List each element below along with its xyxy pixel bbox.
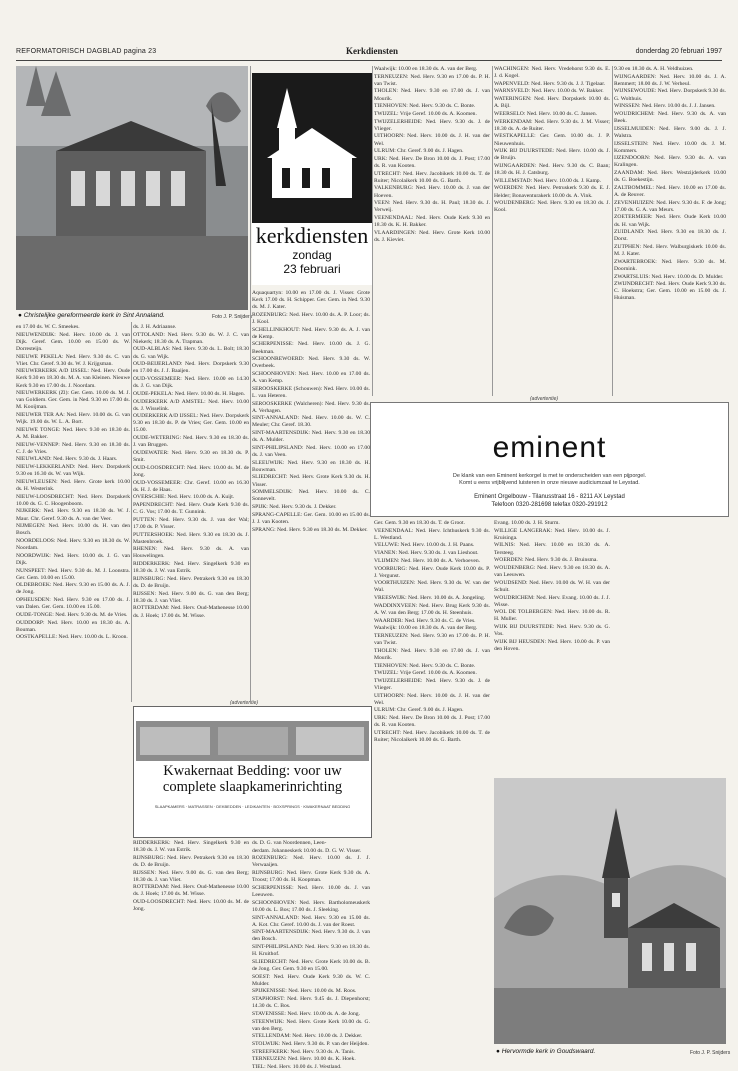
listing-entry: ZWARTEBROEK: Ned. Herv. 9.30 ds. M. Doornink. <box>614 258 726 272</box>
listing-entry: WOERDEN: Ned. Herv. Petruskerk 9.30 ds. E. J. Helder; Bonaventurakerk 10.00 ds. A. Vink. <box>494 185 610 199</box>
listing-entry: WOUDRICHEM: Ned. Herv. Evang. 10.00 ds. J. J. Wisse. <box>494 594 610 608</box>
listing-entry: NOORDWIJK: Ned. Herv. 10.00 ds. J. G. van Dijk. <box>16 552 130 566</box>
listing-entry: Ger. Gem. 9.30 en 18.30 ds. T. de Groot. <box>374 520 465 526</box>
page-header <box>16 46 722 61</box>
listing-entry: RHENEN: Ned. Herv. 9.30 ds. A. van Houwelingen. <box>133 546 249 560</box>
photo-credit-top: Foto J. P. Snijders <box>212 314 253 320</box>
listing-entry: UITHOORN: Ned. Herv. 10.00 ds. J. H. van der Wel. <box>374 692 490 706</box>
eminent-address: Eminent Orgelbouw - Tilanusstraat 16 - 8211 AX Leystad <box>474 494 625 500</box>
listing-entry: ZWARTSLUIS: Ned. Herv. 10.00 ds. D. Mulder. <box>614 273 724 280</box>
listing-entry: IJSSELMUIDEN: Ned. Herv. 9.00 ds. J. J. Walstra. <box>614 125 726 139</box>
listing-entry: SOMMELSDIJK: Ned. Herv. 10.00 ds. C. Sonnevelt. <box>252 489 370 503</box>
eminent-tagline-1: De klank van een Eminent kerkorgel is met te onderscheiden van een pijporgel. <box>452 473 647 479</box>
eminent-phone: Telefoon 0320-281698 telefax 0320-291912 <box>491 502 608 508</box>
ad-label-bedding: (advertentie) <box>230 700 259 706</box>
listing-column-h <box>374 520 490 1060</box>
listing-entry: TIEL: Ned. Herv. 10.00 ds. J. Westland. <box>252 1064 342 1071</box>
listing-entry: VREESWIJK: Ned. Herv. 10.00 ds. A. Jongeling. <box>374 595 486 602</box>
newspaper-page-label: REFORMATORISCH DAGBLAD pagina 23 <box>16 48 157 55</box>
listing-entry: NIEUW-VENNEP: Ned. Herv. 9.30 en 18.30 ds. C. J. de Vries. <box>16 441 130 455</box>
listing-entry: ZEVENHUIZEN: Ned. Herv. 9.30 ds. F. de Jong; 17.00 ds. G. A. van Meurs. <box>614 199 726 213</box>
listing-entry: STEENWIJK: Ned. Herv. Grote Kerk 10.00 ds. G. van den Berg. <box>252 1018 370 1032</box>
listing-entry: VOORTHUIZEN: Ned. Herv. 9.30 ds. W. van der Wal. <box>374 580 490 594</box>
listing-entry: OUDE-WETERING: Ned. Herv. 9.30 en 18.30 ds. J. van Bruggen. <box>133 435 249 449</box>
listing-column-b-lower <box>133 840 249 1060</box>
listing-entry: TIENHOVEN: Ned. Herv. 9.30 ds. C. Bonte. <box>374 103 476 110</box>
listing-entry: TIENHOVEN: Ned. Herv. 9.30 ds. C. Bonte. <box>374 662 476 669</box>
bedroom-product-photos <box>136 721 369 761</box>
listing-entry: SLEEUWIJK: Ned. Herv. 9.30 en 18.30 ds. H. Bouwman. <box>252 459 370 473</box>
photo-caption-bottom: ● Hervormde kerk in Goudswaard. <box>496 1048 596 1055</box>
listing-entry: SINT-ANNALAND: Ned. Herv. 9.30 en 15.00 ds. A. Kot. Chr. Geref. 10.00 ds. J. van der Roest. <box>252 914 370 928</box>
listing-column-c <box>252 840 370 1071</box>
listing-entry: UTRECHT: Ned. Herv. Jacobikerk 10.00 ds. T. de Ruiter; Nicolaikerk 10.00 ds. G. Barth. <box>374 170 490 184</box>
listing-entry: IJSSELSTEIN: Ned. Herv. 10.00 ds. J. M. Kommers. <box>614 140 726 154</box>
kerkdiensten-banner <box>252 73 372 285</box>
listing-entry: OOSTKAPELLE: Ned. Herv. 10.00 ds. L. Kroon. <box>16 634 128 641</box>
listing-entry: STAPHORST: Ned. Herv. 9.45 ds. J. Diepenhorst; 14.30 ds. C. Bos. <box>252 996 370 1010</box>
listing-entry: NIEUW-LOOSDRECHT: Ned. Herv. Dorpskerk 10.00 ds. G. C. Hoogenboom. <box>16 493 130 507</box>
listing-entry: Waalwijk: 10.00 en 18.30 ds. A. van der Berg. <box>374 625 478 632</box>
listing-entry: ZUTPHEN: Ned. Herv. Walburgiskerk 10.00 ds. M. J. Kater. <box>614 243 726 258</box>
listing-entry: NIEUWERKERK A/D IJSSEL: Ned. Herv. Oude Kerk 9.30 en 18.30 ds. M. A. van Kleinen. Nieuwe Kerk 9.30 en 17.00 ds. J. Noordam. <box>16 368 130 389</box>
listing-entry: SINT-PHILIPSLAND: Ned. Herv. 9.30 en 18.30 ds. H. Kruithof. <box>252 944 370 958</box>
listing-entry: OUDERKERK A/D IJSSEL: Ned. Herv. Dorpskerk 9.30 en 18.30 ds. P. de Vries; Ger. Gem. 10.00 en 15.00. <box>133 413 250 434</box>
listing-entry: UITHOORN: Ned. Herv. 10.00 ds. J. H. van der Wel. <box>374 133 490 147</box>
listing-entry: WIJNSEWOUDE: Ned. Herv. Dorpskerk 9.30 ds. G. Wolthuis. <box>614 88 726 102</box>
listing-entry: OUDE-TONGE: Ned. Herv. 9.30 ds. M. de Vries. <box>16 611 128 618</box>
listing-entry: VEENENDAAL: Ned. Herv. Oude Kerk 9.30 en 18.30 ds. K. H. Bakker. <box>374 215 490 229</box>
listing-entry: TERNEUZEN: Ned. Herv. 9.30 en 17.00 ds. P. H. van Twist. <box>374 73 490 87</box>
listing-entry: SCHOONHOVEN: Ned. Herv. Bartholomeuskerk 10.00 ds. L. Bos; 17.00 ds. J. Sleeking. <box>252 899 370 913</box>
listing-entry: ZALTBOMMEL: Ned. Herv. 10.00 en 17.00 ds. A. de Reuver. <box>614 184 726 198</box>
column-divider <box>372 66 373 396</box>
listing-entry: SEROOSKERKE (Schouwen): Ned. Herv. 10.00 ds. L. van Heteren. <box>252 385 370 399</box>
photo-credit-bottom: Foto J. P. Snijders <box>690 1050 731 1056</box>
church-photo-bottom-image <box>494 778 726 1044</box>
listing-entry: SINT-ANNALAND: Ned. Herv. 10.00 ds. W. C. Meuler; Chr. Geref. 18.30. <box>252 415 370 429</box>
bedding-heading <box>134 763 371 795</box>
listing-entry: OPHEUSDEN: Ned. Herv. 9.30 en 17.00 ds. J. van Dalen. Ger. Gem. 10.00 en 15.00. <box>16 597 130 611</box>
listing-entry: WOUDSEND: Ned. Herv. 10.00 ds. W. H. van der Schuit. <box>494 579 610 593</box>
listing-entry: ZUIDLAND: Ned. Herv. 9.30 en 18.30 ds. J. Dorst. <box>614 229 726 243</box>
listing-entry: NOORDELOOS: Ned. Herv. 9.30 en 18.30 ds. W. Noordam. <box>16 538 130 552</box>
listing-entry: STAVENISSE: Ned. Herv. 10.00 ds. A. de Jong. <box>252 1010 361 1017</box>
listing-entry: SPRANG: Ned. Herv. 9.30 en 18.30 ds. M. Dekker. <box>252 526 368 533</box>
listing-entry: WARNSVELD: Ned. Herv. 10.00 ds. W. Bakker. <box>494 88 604 95</box>
listing-entry: NUNSPEET: Ned. Herv. 9.30 ds. M. J. Loonstra. Ger. Gem. 10.00 en 15.00. <box>16 567 130 581</box>
column-divider <box>250 66 251 702</box>
listing-entry: ULRUM: Chr. Geref. 9.00 ds. J. Hagen. <box>374 148 464 155</box>
banner-date <box>252 248 372 276</box>
eminent-logo-text: eminent <box>492 431 607 464</box>
listing-entry: URK: Ned. Herv. De Bron 10.00 ds. J. Post; 17.00 ds. R. van Kooten. <box>374 715 490 729</box>
listing-entry: SINT-MAARTENSDIJK: Ned. Herv. 9.30 en 18.30 ds. A. Mulder. <box>252 430 370 444</box>
eminent-tagline-2: Komt u eens vrijblijvend luisteren in onze nieuwe audiciumzaal te Leystad. <box>459 480 640 486</box>
listing-entry: VELUWE: Ned. Herv. 10.00 ds. J. H. Paans. <box>374 542 475 549</box>
listing-entry: WINSSEN: Ned. Herv. 10.00 ds. J. J. Jansen. <box>614 103 716 110</box>
listing-entry: WOUDENBERG: Ned. Herv. 9.30 en 18.30 ds. J. Kool. <box>494 200 610 214</box>
listing-entry: Aquaquartyn: 10.00 en 17.00 ds. J. Visser. Grote Kerk 17.00 ds. H. Schipper. Ger. Gem. in Ned. 9.30 ds. M. J. Kater. <box>252 290 370 311</box>
listing-entry: VIANEN: Ned. Herv. 9.30 ds. J. van Lieshout. <box>374 550 479 557</box>
listing-column-b <box>133 324 249 702</box>
listing-entry: OUDE-PEKELA: Ned. Herv. 10.00 ds. H. Hagen. <box>133 390 246 397</box>
listing-entry: OUDEWATER: Ned. Herv. 9.30 en 18.30 ds. P. Smit. <box>133 449 249 464</box>
listing-entry: SCHOONHOVEN: Ned. Herv. 10.00 en 17.00 ds. A. van Kemp. <box>252 371 370 385</box>
listing-entry: TWIJZELERHEIDE: Ned. Herv. 9.30 ds. J. de Vlieger. <box>374 118 490 132</box>
listing-entry: STREEFKERK: Ned. Herv. 9.30 ds. A. Tanis. <box>252 1048 355 1055</box>
listing-entry: derdam. Johanneskerk 10.00 ds. D. G. W. Visser. <box>252 847 362 854</box>
listing-entry: NIEUWE TONGE: Ned. Herv. 9.30 en 18.30 ds. A. M. Bakker. <box>16 426 130 440</box>
listing-entry: Evang. 10.00 ds. J. H. Sturm. <box>494 520 560 526</box>
listing-entry: OUD-VOSSEMEER: Chr. Geref. 10.00 en 16.30 ds. H. J. de Haas. <box>133 479 249 493</box>
banner-title: kerkdiensten <box>255 223 369 248</box>
banner-date-line2: 23 februari <box>283 262 341 276</box>
bedroom-photo-strip-image <box>136 721 369 761</box>
listing-entry: TWIJZEL: Vrije Geref. 10.00 ds. A. Koomen. <box>374 670 477 677</box>
listing-column-f <box>494 66 610 398</box>
listing-entry: ROTTERDAM: Ned. Herv. Oud-Mathenesse 10.00 ds. J. Hoek; 17.00 ds. M. Wisse. <box>133 605 249 619</box>
listing-entry: en 17.00 ds. W. C. Smeekes. <box>16 324 80 330</box>
listing-entry: NIEUWLAND: Ned. Herv. 9.30 ds. J. Haars. <box>16 456 118 463</box>
listing-entry: ds. J. H. Adriaanse. <box>133 324 177 330</box>
listing-entry: SCHELLINKHOUT: Ned. Herv. 9.30 ds. A. J. van de Kemp. <box>252 326 370 340</box>
listing-entry: ULRUM: Chr. Geref. 9.00 ds. J. Hagen. <box>374 707 464 714</box>
listing-entry: NIEUWLEUSEN: Ned. Herv. Grote kerk 10.00 ds. H. Westerink. <box>16 478 130 492</box>
listing-entry: ds. D. G. van Noordennen, Leen- <box>252 840 327 846</box>
listing-entry: SEROOSKERKE (Walcheren): Ned. Herv. 9.30 ds. A. Verhagen. <box>252 400 370 414</box>
ad-label-eminent: (advertentie) <box>530 396 559 402</box>
listing-entry: SCHERPENISSE: Ned. Herv. 10.00 ds. J. van Leeuwen. <box>252 884 370 899</box>
listing-entry: PUTTEN: Ned. Herv. 9.30 ds. J. van der Wal; 17.00 ds. P. Visser. <box>133 516 249 530</box>
listing-entry: THOLEN: Ned. Herv. 9.30 en 17.00 ds. J. van Mourik. <box>374 647 490 661</box>
bedding-small-print: SLAAPKAMERS · MATRASSEN · DEKBEDDEN · LEDIKANTEN · BOXSPRINGS · KWAKERNAAT BEDDING <box>154 804 351 809</box>
listing-entry: WILLEMSTAD: Ned. Herv. 10.00 ds. J. Kamp. <box>494 177 602 184</box>
listing-entry: SLIEDRECHT: Ned. Herv. Grote Kerk 10.00 ds. B. de Jong. Ger. Gem. 9.30 en 15.00. <box>252 958 370 972</box>
listing-entry: SPIJK: Ned. Herv. 9.30 ds. J. Dekker. <box>252 504 337 511</box>
listing-entry: NIEUWER TER AA: Ned. Herv. 10.00 ds. G. van Wijk. 19.00 ds. W. L. A. Bort. <box>16 412 130 426</box>
listing-entry: VLIJMEN: Ned. Herv. 10.00 ds. A. Verhoeven. <box>374 557 481 564</box>
listing-entry: TWIJZELERHEIDE: Ned. Herv. 9.30 ds. J. de Vlieger. <box>374 677 490 691</box>
column-divider <box>492 66 493 396</box>
listing-entry: SOEST: Ned. Herv. Oude Kerk 9.30 ds. W. C. Mulder. <box>252 973 370 987</box>
church-photo-bottom <box>494 778 726 1044</box>
listing-entry: WEERSELO: Ned. Herv. 10.00 ds. C. Jansen. <box>494 110 598 117</box>
listing-entry: TERNEUZEN: Ned. Herv. 10.00 ds. K. Hoek. <box>252 1056 356 1063</box>
publication-date: donderdag 20 februari 1997 <box>635 48 722 55</box>
listing-entry: OUDERKERK A/D AMSTEL: Ned. Herv. 10.00 ds. J. Wisselink. <box>133 398 249 412</box>
listing-entry: IJZENDOORN: Ned. Herv. 9.30 ds. A. van Kralingen. <box>614 155 726 169</box>
listing-entry: OUD-ALBLAS: Ned. Herv. 9.30 ds. L. Bolt; 18.30 ds. G. van Wijk. <box>133 346 249 360</box>
listing-entry: VOORBURG: Ned. Herv. Oude Kerk 10.00 ds. P. J. Vergunst. <box>374 565 490 579</box>
bedding-advertisement <box>133 706 372 838</box>
listing-entry: NIEUWE PEKELA: Ned. Herv. 9.30 ds. C. van Vliet. Chr. Geref. 9.30 ds. W. J. Krijgsman. <box>16 353 130 367</box>
listing-column-e <box>374 66 490 398</box>
listing-entry: WAPENVELD: Ned. Herv. 9.30 ds. J. J. Tigelaar. <box>494 80 606 87</box>
bedding-heading-line1: Kwakernaat Bedding: voor uw <box>163 763 342 779</box>
listing-entry: ROZENBURG: Ned. Herv. 10.00 ds. J. J. Verwaaijen. <box>252 855 370 869</box>
listing-entry: RIDDERKERK: Ned. Herv. Singelkerk 9.30 en 18.30 ds. J. W. van Estrik. <box>133 840 249 854</box>
listing-entry: WERKENDAM: Ned. Herv. 9.30 ds. J. M. Visser; 18.30 ds. A. de Ruiter. <box>494 118 610 132</box>
listing-entry: NIEUWENDIJK: Ned. Herv. 10.00 ds. J. van Dijk. Geref. Gem. 10.00 en 15.00 ds. W. Dorresteijn. <box>16 331 130 352</box>
listing-column-d <box>252 290 370 702</box>
listing-entry: STELLENDAM: Ned. Herv. 10.00 ds. J. Dekker. <box>252 1033 363 1040</box>
listing-entry: WESTKAPELLE: Ger. Gem. 10.00 ds. J. P. Nieuwenhuis. <box>494 133 610 147</box>
listing-entry: SCHERPENISSE: Ned. Herv. 10.00 ds. J. G. Beekman. <box>252 341 370 355</box>
listing-entry: TERNEUZEN: Ned. Herv. 9.30 en 17.00 ds. P. H. van Twist. <box>374 632 490 647</box>
church-photo-top <box>16 66 248 310</box>
listing-entry: VEEN: Ned. Herv. 9.30 ds. H. Paul; 18.30 ds. J. Verweij. <box>374 200 490 214</box>
listing-column-a <box>16 324 130 1060</box>
listing-entry: SCHOONREWOERD: Ned. Herv. 9.30 ds. W. Overbeek. <box>252 356 370 370</box>
listing-entry: WIJK BIJ DUURSTEDE: Ned. Herv. 10.00 ds. J. de Bruijn. <box>494 148 610 162</box>
eminent-advertisement <box>370 402 729 517</box>
listing-entry: WILLIGE LANGERAK: Ned. Herv. 10.00 ds. J. Kruisinga. <box>494 527 610 541</box>
listing-entry: THOLEN: Ned. Herv. 9.30 en 17.00 ds. J. van Mourik. <box>374 88 490 102</box>
column-divider <box>131 322 132 702</box>
listing-entry: NIJKERK: Ned. Herv. 9.30 en 18.30 ds. W. J. Maur. Chr. Geref. 9.30 ds. A. van der Veer. <box>16 508 130 522</box>
church-silhouette-panel <box>252 73 372 223</box>
listing-entry: WIJK BIJ HEUSDEN: Ned. Herv. 10.00 ds. P. van den Hoven. <box>494 638 610 652</box>
listing-entry: WOERDEN: Ned. Herv. 9.30 ds. J. Bruinsma. <box>494 557 598 564</box>
listing-entry: WIJK BIJ DUURSTEDE: Ned. Herv. 9.30 ds. G. Vos. <box>494 624 610 638</box>
listing-entry: RIJNSBURG: Ned. Herv. Grote Kerk 9.30 ds. A. Troost; 17.00 ds. H. Koopman. <box>252 870 370 884</box>
listing-entry: ROTTERDAM: Ned. Herv. Oud-Mathenesse 10.00 ds. J. Hoek; 17.00 ds. M. Wisse. <box>133 884 249 898</box>
listing-entry: OVERSCHIE: Ned. Herv. 10.00 ds. A. Kuijt. <box>133 494 235 501</box>
listing-entry: VALKENBURG: Ned. Herv. 10.00 ds. J. van der Hoeven. <box>374 185 490 199</box>
listing-entry: RIJNSBURG: Ned. Herv. Petrakerk 9.30 en 18.30 ds. D. de Bruijn. <box>133 575 249 589</box>
section-title: Kerkdiensten <box>346 46 399 56</box>
church-silhouette-icon <box>252 73 372 223</box>
listing-entry: WOL DE TOLBERGEN: Ned. Herv. 10.00 ds. R. H. Muller. <box>494 609 610 623</box>
banner-date-line1: zondag <box>292 248 332 262</box>
listing-entry: OLDEBROEK: Ned. Herv. 9.30 en 15.00 ds. A. J. de Jong. <box>16 582 130 596</box>
listing-entry: WAARDER: Ned. Herv. 9.30 ds. C. de Vries. <box>374 617 476 624</box>
listing-entry: UTRECHT: Ned. Herv. Jacobikerk 10.00 ds. T. de Ruiter; Nicolaikerk 10.00 ds. G. Barth. <box>374 729 490 743</box>
listing-entry: ZOETERMEER: Ned. Herv. Oude Kerk 10.00 ds. H. van Wijk. <box>614 214 726 228</box>
listing-entry: OUD-LOOSDRECHT: Ned. Herv. 10.00 ds. M. de Jong. <box>133 464 249 478</box>
listing-entry: WOUDENBERG: Ned. Herv. 9.30 en 18.30 ds. A. van Leeuwen. <box>494 564 610 579</box>
listing-entry: ZWIJNDRECHT: Ned. Herv. Oude Kerk 9.30 ds. C. Hoekstra; Ger. Gem. 10.00 en 15.00 ds. J. Huisman. <box>614 281 726 302</box>
listing-entry: SINT-PHILIPSLAND: Ned. Herv. 10.00 en 17.00 ds. J. van Veen. <box>252 444 370 458</box>
listing-entry: URK: Ned. Herv. De Bron 10.00 ds. J. Post; 17.00 ds. R. van Kooten. <box>374 155 490 169</box>
listing-entry: WIJNGAARDEN: Ned. Herv. 10.00 ds. J. A. Remmert; 18.00 ds. J. W. Verheul. <box>614 73 726 87</box>
listing-entry: STOLWIJK: Ned. Herv. 9.30 ds. P. van der Heijden. <box>252 1041 369 1048</box>
listing-entry: 9.30 en 18.30 ds. A. H. Veldhuizen. <box>614 66 694 72</box>
listing-entry: VLAARDINGEN: Ned. Herv. Grote Kerk 10.00 ds. J. Kieviet. <box>374 229 490 243</box>
listing-entry: NIJMEGEN: Ned. Herv. 10.00 ds. H. van den Bosch. <box>16 523 130 537</box>
listing-entry: OUD-LOOSDRECHT: Ned. Herv. 10.00 ds. M. de Jong. <box>133 899 249 913</box>
listing-entry: PAPENDRECHT: Ned. Herv. Oude Kerk 9.30 ds. C. G. Vos; 17.00 ds. T. Gunnink. <box>133 501 249 516</box>
listing-entry: NIEUWERKERK (Zl): Ger. Gem. 10.00 ds. M. J. van Goldiem. Ger. Gem. in Ned. 9.30 en 17.00 ds. M. Kooijman. <box>16 390 130 411</box>
listing-entry: ZAANDAM: Ned. Herv. Westzijderkerk 10.00 ds. G. Boekestijn. <box>614 170 726 184</box>
eminent-contact <box>371 493 728 509</box>
listing-entry: NIEUW-LEKKERLAND: Ned. Herv. Dorpskerk 9.30 en 16.30 ds. W. van Wijk. <box>16 464 130 478</box>
listing-column-i <box>494 520 610 770</box>
listing-entry: WACHINGEN: Ned. Herv. Vredehorst 9.30 ds. E. J. d. Kogel. <box>494 66 610 80</box>
listing-entry: WILNIS: Ned. Herv. 10.00 en 18.30 ds. A. Tersteeg. <box>494 542 610 556</box>
listing-entry: OUD-BEIJERLAND: Ned. Herv. Dorpskerk 9.30 en 17.00 ds. J. J. Baaijen. <box>133 361 249 375</box>
listing-entry: SINT-MAARTENSDIJK: Ned. Herv. 9.30 ds. J. van den Bosch. <box>252 929 370 943</box>
listing-entry: SPIJKENISSE: Ned. Herv. 10.00 ds. M. Roos. <box>252 988 357 995</box>
listing-entry: WATERINGEN: Ned. Herv. Dorpskerk 10.00 ds. A. Bijl. <box>494 96 610 110</box>
eminent-tagline <box>371 473 728 487</box>
church-photo-top-image <box>16 66 248 310</box>
listing-entry: RIDDERKERK: Ned. Herv. Singelkerk 9.30 en 18.30 ds. J. W. van Estrik. <box>133 561 249 575</box>
column-divider <box>612 66 613 396</box>
listing-entry: WOUDRICHEM: Ned. Herv. 9.30 ds. A. van Beek. <box>614 110 726 125</box>
listing-entry: ROZENBURG: Ned. Herv. 10.00 ds. A. P. Loor; ds. J. Kool. <box>252 311 370 325</box>
photo-caption-top: ● Christelijke gereformeerde kerk in Sint Annaland. <box>18 312 165 319</box>
listing-entry: Waalwijk: 10.00 en 18.30 ds. A. van der Berg. <box>374 66 478 72</box>
listing-entry: RIJSSEN: Ned. Herv. 9.00 ds. G. van den Berg; 18.30 ds. J. van Vliet. <box>133 869 249 883</box>
listing-entry: TWIJZEL: Vrije Geref. 10.00 ds. A. Koomen. <box>374 110 477 117</box>
listing-entry: RIJNSBURG: Ned. Herv. Petrakerk 9.30 en 18.30 ds. D. de Bruijn. <box>133 854 249 868</box>
listing-entry: SLIEDRECHT: Ned. Herv. Grote Kerk 9.30 ds. H. Visser. <box>252 474 370 488</box>
listing-entry: VEENENDAAL: Ned. Herv. Ichthuskerk 9.30 ds. L. Westland. <box>374 527 490 541</box>
bedding-heading-line2: complete slaapkamerinrichting <box>162 779 343 795</box>
listing-entry: OUD-VOSSEMEER: Ned. Herv. 10.00 en 14.30 ds. J. G. van Dijk. <box>133 376 249 390</box>
listing-entry: PUTTERSHOEK: Ned. Herv. 9.30 en 18.30 ds. J. Mastenbroek. <box>133 531 249 545</box>
listing-entry: WIJNGAARDEN: Ned. Herv. 9.30 ds. C. Baan; 18.30 ds. H. J. Catsburg. <box>494 162 610 177</box>
listing-entry: WADDINXVEEN: Ned. Herv. Brug Kerk 9.30 ds. A. W. van den Berg; 17.00 ds. H. Steenhuis. <box>374 602 490 616</box>
listing-entry: RIJSSEN: Ned. Herv. 9.00 ds. G. van den Berg; 18.30 ds. J. van Vliet. <box>133 590 249 604</box>
listing-entry: SPRANG-CAPELLE: Ger. Gem. 10.00 en 15.00 ds. J. J. van Kooten. <box>252 511 370 525</box>
listing-entry: OUDDORP: Ned. Herv. 10.00 en 18.30 ds. A. Bouman. <box>16 619 130 633</box>
listing-entry: OTTOLAND: Ned. Herv. 9.30 ds. W. J. C. van Niekerk; 18.30 ds. A. Trapman. <box>133 331 249 345</box>
